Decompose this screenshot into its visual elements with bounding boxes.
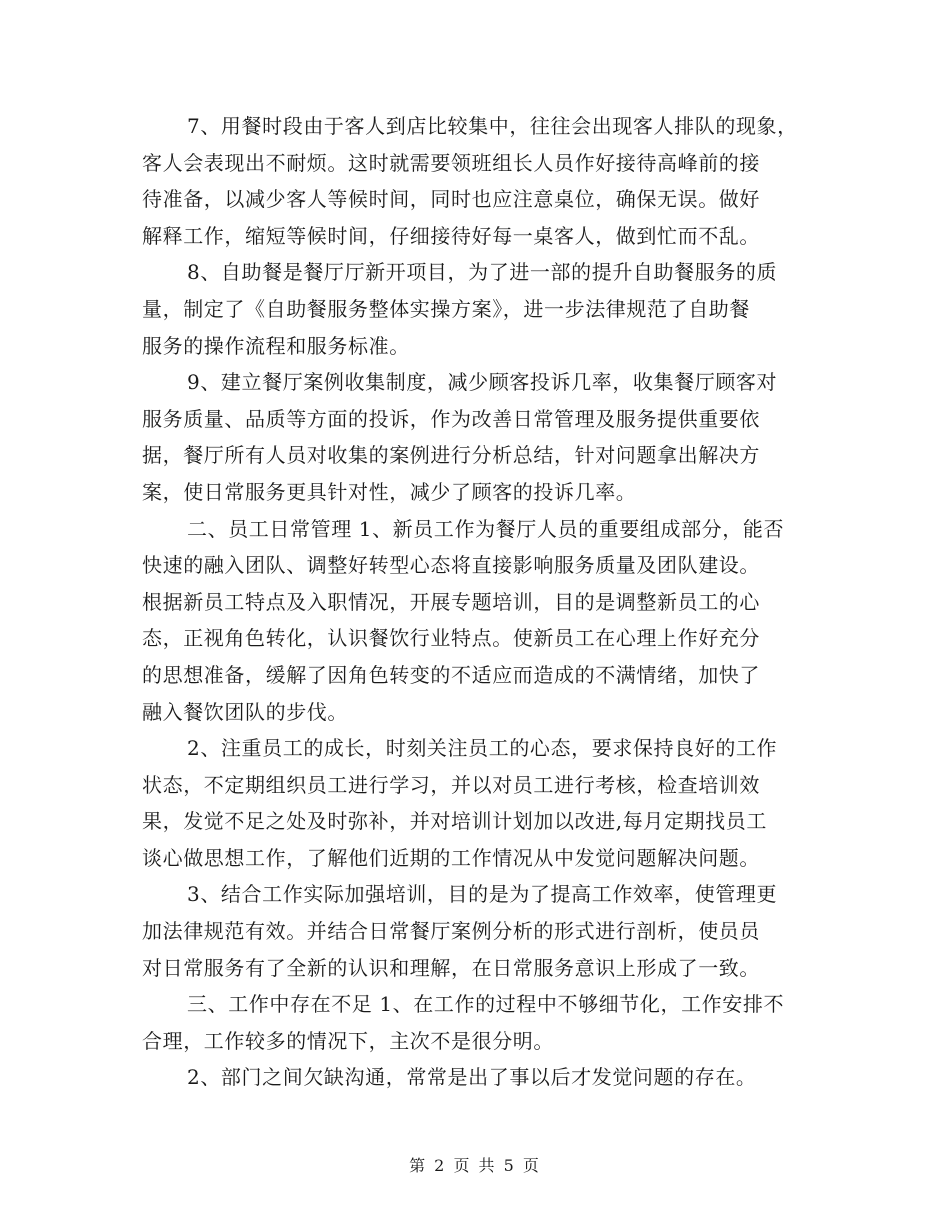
- text-line: 二、员工日常管理 1、新员工作为餐厅人员的重要组成部分，能否: [187, 516, 785, 541]
- text-line: 合理，工作较多的情况下，主次不是很分明。: [142, 1028, 554, 1053]
- text-line: 客人会表现出不耐烦。这时就需要领班组长人员作好接待高峰前的接: [142, 150, 760, 175]
- body-text: [142, 108, 814, 1096]
- text-line: 2、部门之间欠缺沟通，常常是出了事以后才发觉问题的存在。: [187, 1065, 757, 1090]
- text-line: 2、注重员工的成长，时刻关注员工的心态，要求保持良好的工作: [187, 736, 778, 761]
- text-line: 服务的操作流程和服务标准。: [142, 333, 410, 358]
- text-line: 服务质量、品质等方面的投诉，作为改善日常管理及服务提供重要依: [142, 406, 760, 431]
- text-line: 三、工作中存在不足 1、在工作的过程中不够细节化，工作安排不: [187, 992, 785, 1017]
- text-line: 果，发觉不足之处及时弥补，并对培训计划加以改进,每月定期找员工: [142, 809, 767, 834]
- page-number-footer: 第 2 页 共 5 页: [409, 1156, 541, 1175]
- text-line: 待准备，以减少客人等候时间，同时也应注意桌位，确保无误。做好: [142, 187, 760, 212]
- text-line: 8、自助餐是餐厅厅新开项目，为了进一部的提升自助餐服务的质: [187, 260, 778, 285]
- text-line: 根据新员工特点及入职情况，开展专题培训，目的是调整新员工的心: [142, 589, 760, 614]
- text-line: 谈心做思想工作，了解他们近期的工作情况从中发觉问题解决问题。: [142, 845, 760, 870]
- text-line: 据，餐厅所有人员对收集的案例进行分析总结，针对问题拿出解决方: [142, 443, 760, 468]
- text-line: 的思想准备，缓解了因角色转变的不适应而造成的不满情绪，加快了: [142, 662, 760, 687]
- text-line: 快速的融入团队、调整好转型心态将直接影响服务质量及团队建设。: [142, 553, 760, 578]
- text-line: 量，制定了《自助餐服务整体实操方案》，进一步法律规范了自助餐: [142, 296, 750, 321]
- text-line: 7、用餐时段由于客人到店比较集中，往往会出现客人排队的现象，: [187, 114, 798, 138]
- text-line: 3、结合工作实际加强培训，目的是为了提高工作效率，使管理更: [187, 882, 778, 907]
- text-line: 加法律规范有效。并结合日常餐厅案例分析的形式进行剖析，使员员: [142, 919, 760, 944]
- text-line: 解释工作，缩短等候时间，仔细接待好每一桌客人，做到忙而不乱。: [142, 223, 760, 248]
- text-line: 对日常服务有了全新的认识和理解，在日常服务意识上形成了一致。: [142, 955, 760, 980]
- text-line: 案，使日常服务更具针对性，减少了顾客的投诉几率。: [142, 479, 637, 504]
- text-line: 态，正视角色转化，认识餐饮行业特点。使新员工在心理上作好充分: [142, 626, 760, 651]
- text-line: 状态，不定期组织员工进行学习，并以对员工进行考核，检查培训效: [142, 772, 760, 797]
- text-line: 融入餐饮团队的步伐。: [142, 699, 348, 724]
- text-line: 9、建立餐厅案例收集制度，减少顾客投诉几率，收集餐厅顾客对: [187, 370, 778, 395]
